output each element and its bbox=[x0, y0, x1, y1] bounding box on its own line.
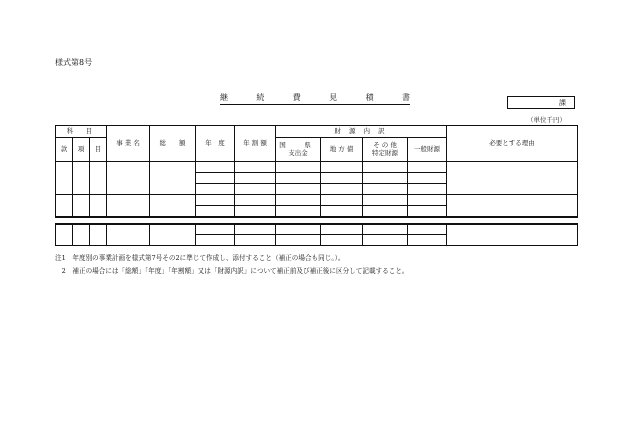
title-char: 見 bbox=[329, 93, 338, 102]
title-char: 書 bbox=[401, 93, 410, 102]
header-moku: 目 bbox=[90, 138, 107, 162]
header-nenwari: 年 割 額 bbox=[235, 126, 276, 162]
header-sougaku: 総 額 bbox=[150, 126, 196, 162]
separator-row bbox=[56, 217, 578, 224]
title-char: 積 bbox=[365, 93, 374, 102]
header-zaigen: 財 源 内 訳 bbox=[276, 126, 447, 138]
header-kou: 項 bbox=[73, 138, 90, 162]
title-char: 費 bbox=[292, 93, 301, 102]
header-riyuu: 必要とする理由 bbox=[447, 126, 578, 162]
note-2: 2 補正の場合には「総額」「年度」「年割額」又は「財源内訳」について補正前及び補正後に区分して記載すること。 bbox=[55, 267, 409, 275]
document-title bbox=[220, 92, 410, 105]
header-sonota: そ の 他 特定財源 bbox=[363, 138, 408, 162]
header-kamoku: 科 目 bbox=[56, 126, 107, 138]
header-kokuken: 国 県 支出金 bbox=[276, 138, 321, 162]
unit-label: （単位千円） bbox=[527, 116, 566, 124]
estimate-table bbox=[55, 125, 578, 246]
table-row bbox=[56, 162, 578, 173]
title-char: 続 bbox=[256, 93, 265, 102]
header-jigyou: 事 業 名 bbox=[107, 126, 150, 162]
table-row bbox=[56, 224, 578, 235]
department-label: 課 bbox=[559, 99, 566, 107]
header-ippan: 一般財源 bbox=[408, 138, 447, 162]
header-kan: 款 bbox=[56, 138, 73, 162]
note-1: 注1 年度別の事業計画を様式第7号その2に準じて作成し、添付すること（補正の場合も同じ。）。 bbox=[55, 254, 345, 262]
header-nendo: 年 度 bbox=[196, 126, 235, 162]
title-char: 継 bbox=[220, 93, 228, 102]
department-box[interactable] bbox=[507, 96, 575, 109]
form-number: 様式第8号 bbox=[55, 58, 93, 67]
table-row bbox=[56, 195, 578, 206]
header-chihousai: 地 方 債 bbox=[321, 138, 363, 162]
notes bbox=[55, 252, 409, 278]
